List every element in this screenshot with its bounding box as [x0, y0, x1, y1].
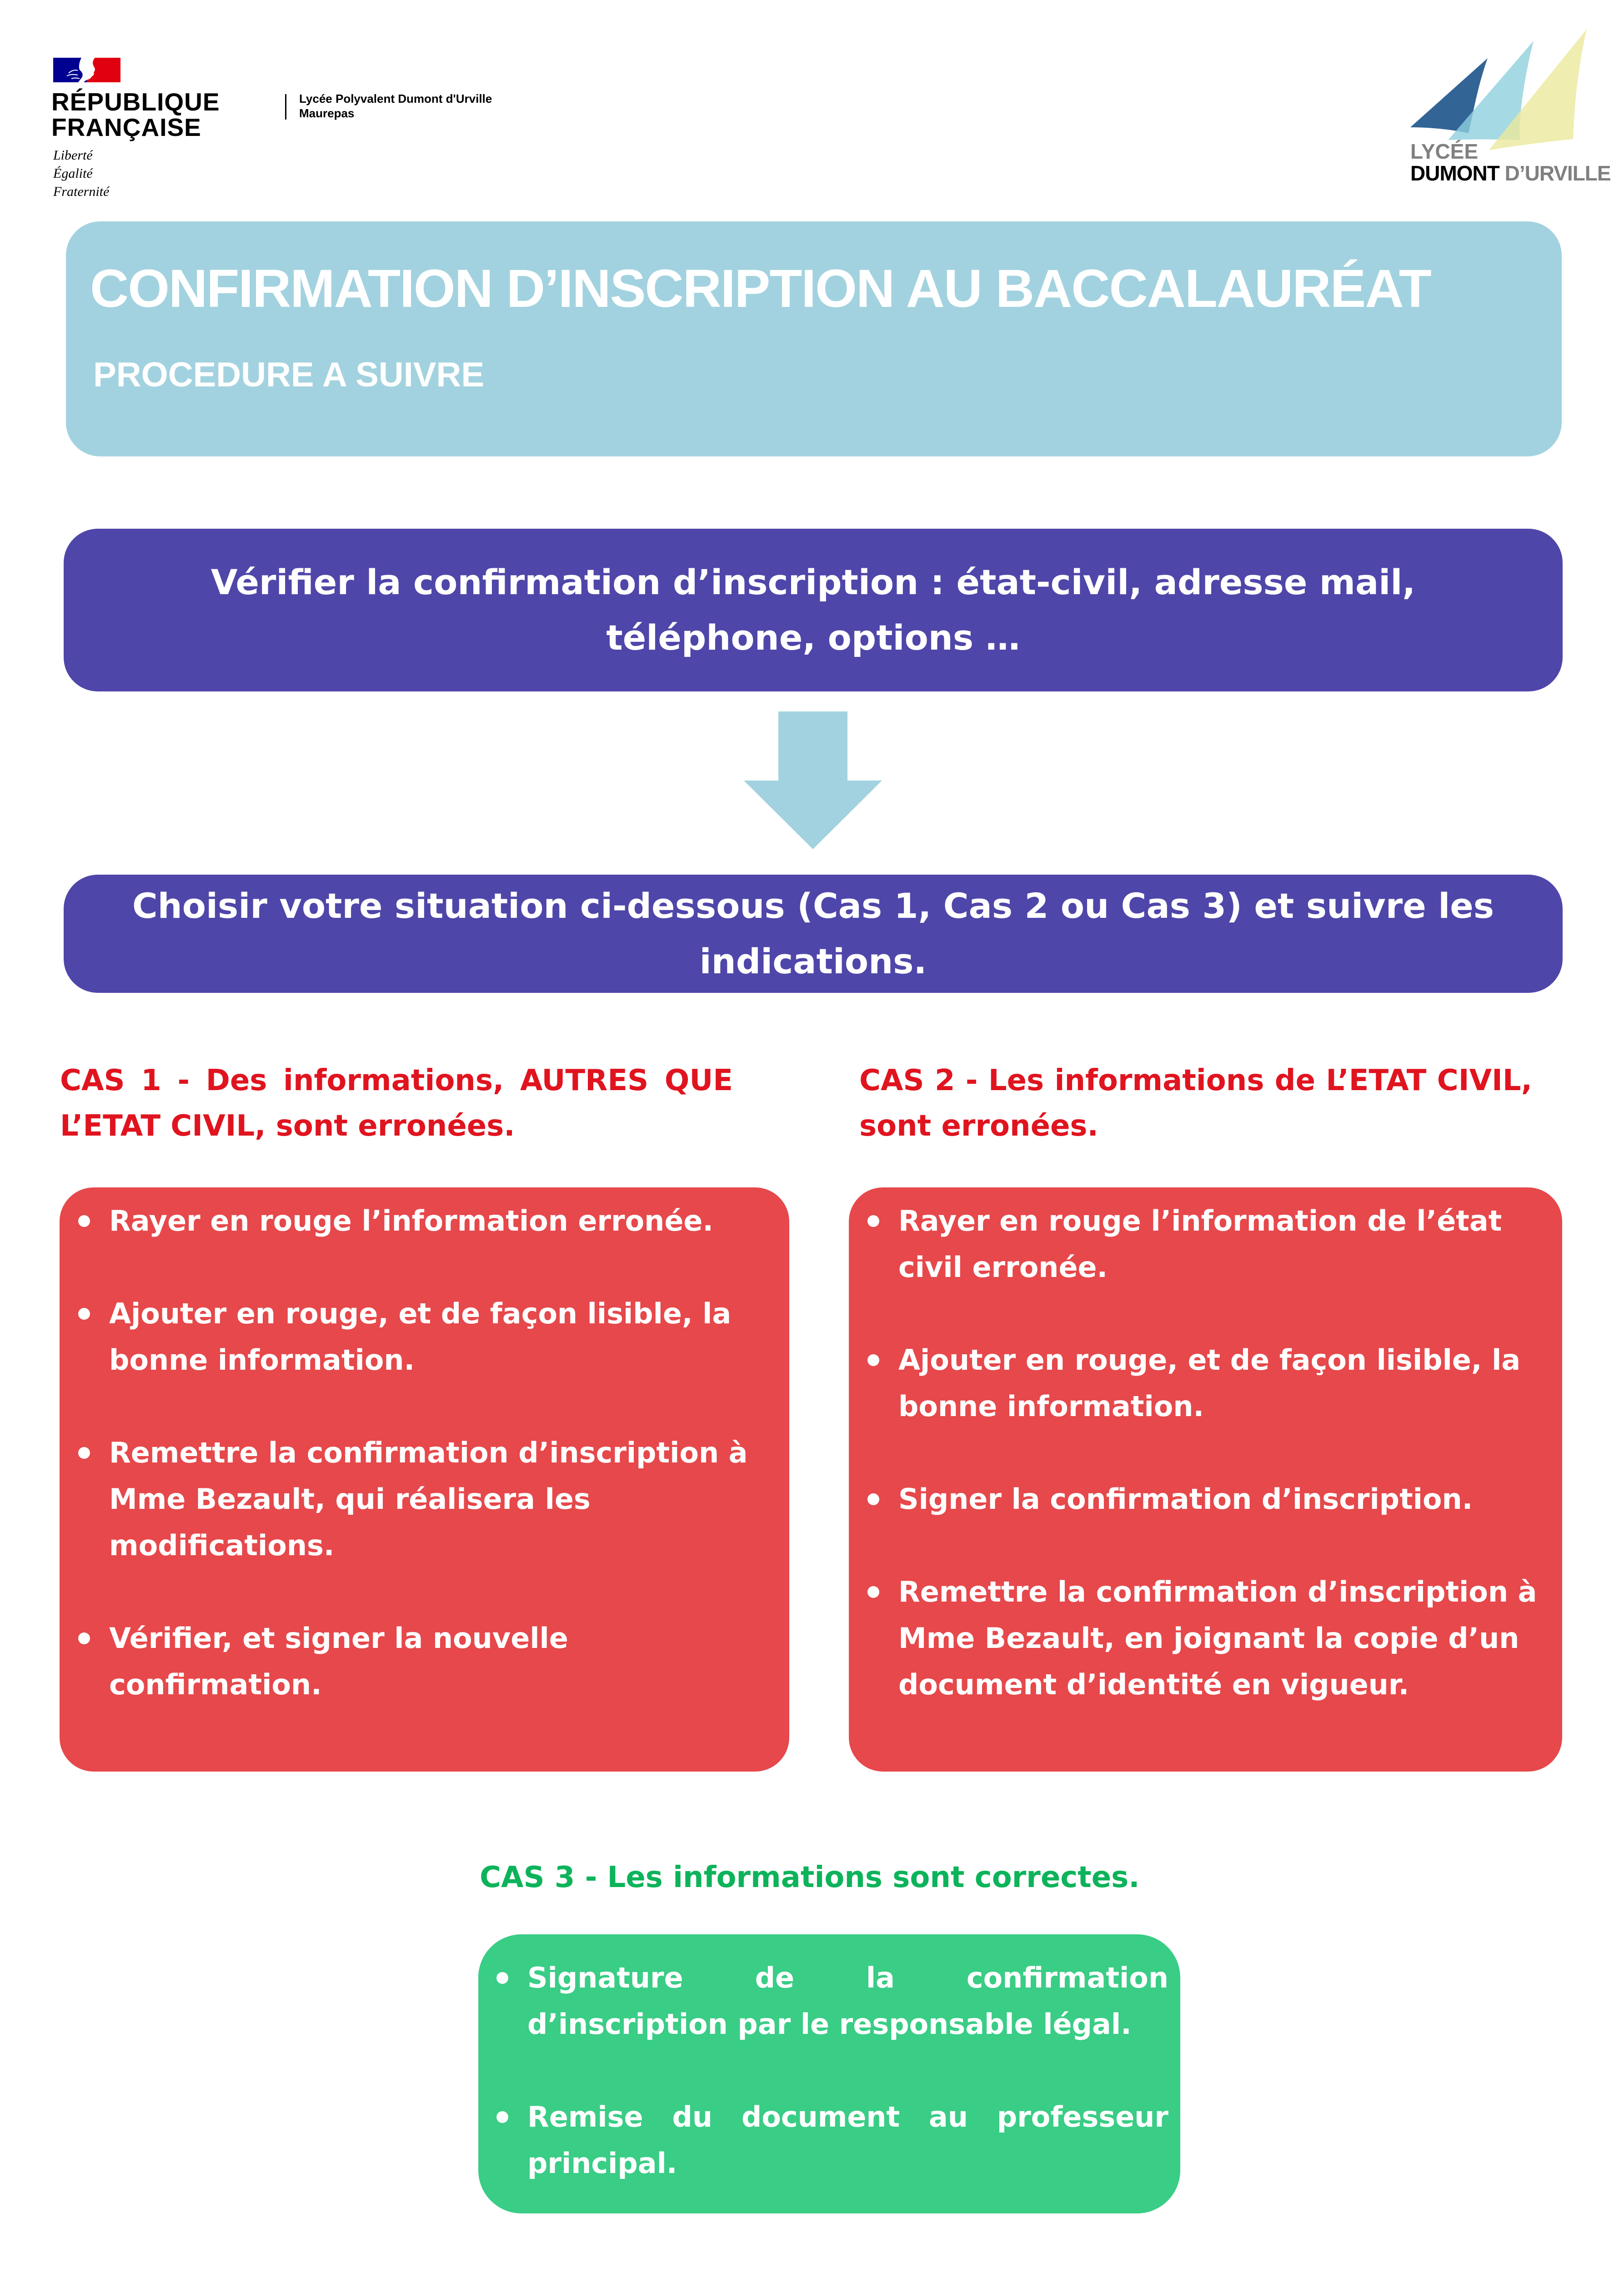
list-item-text: Rayer en rouge l’information de l’état civil erronée.	[898, 1204, 1502, 1284]
cas1-heading: CAS 1 - Des informations, AUTRES QUE L’ETAT CIVIL, sont erronées.	[60, 1064, 733, 1143]
page-title: CONFIRMATION D’INSCRIPTION AU BACCALAURÉAT	[90, 259, 1431, 319]
republique-francaise-label	[51, 89, 220, 140]
title-card	[66, 221, 1562, 456]
bullet-icon	[78, 1632, 90, 1644]
list-item	[853, 1569, 1560, 1708]
list-item	[482, 1955, 1168, 2048]
bullet-icon	[867, 1354, 879, 1366]
list-item	[853, 1198, 1560, 1291]
arrow-down-icon	[737, 709, 887, 855]
list-item-text: Ajouter en rouge, et de façon lisible, la bonne information.	[109, 1297, 732, 1377]
list-item-text: Vérifier, et signer la nouvelle confirmation.	[109, 1622, 568, 1701]
list-item-text: Signer la confirmation d’inscription.	[898, 1482, 1473, 1516]
logo-text-lycee: LYCÉE	[1410, 140, 1479, 163]
cas2-heading: CAS 2 - Les informations de L’ETAT CIVIL, sont erronées.	[859, 1064, 1532, 1143]
cas3-list	[482, 1955, 1168, 2187]
motto-fraternite: Fraternité	[53, 184, 110, 199]
bullet-icon	[867, 1586, 879, 1598]
bullet-icon	[78, 1308, 90, 1320]
bullet-icon	[78, 1447, 90, 1459]
rf-motto	[53, 146, 109, 201]
lycee-sails-logo	[1409, 23, 1605, 150]
motto-egalite: Égalité	[53, 166, 93, 181]
cas2-list	[853, 1198, 1560, 1708]
step-choose-text: Choisir votre situation ci-dessous (Cas 1, Cas 2 ou Cas 3) et suivre les indications.	[132, 886, 1494, 981]
page-subtitle: PROCEDURE A SUIVRE	[93, 355, 485, 394]
list-item-text: Ajouter en rouge, et de façon lisible, la bonne information.	[898, 1343, 1521, 1423]
step-choose-box	[64, 875, 1563, 993]
bullet-icon	[867, 1493, 879, 1505]
school-identity	[299, 91, 492, 120]
step-verify-text: Vérifier la confirmation d’inscription : état-civil, adresse mail, téléphone, options …	[211, 562, 1416, 658]
bullet-icon	[78, 1215, 90, 1227]
logo-text-durville: D’URVILLE	[1504, 161, 1611, 185]
cas1-list	[64, 1198, 782, 1708]
list-item	[64, 1615, 782, 1708]
rf-name-line2: FRANÇAISE	[51, 113, 201, 141]
cas3-heading: CAS 3 - Les informations sont correctes.	[480, 1861, 1140, 1894]
logo-text-dumont: DUMONT	[1410, 161, 1499, 185]
step-verify-box	[64, 529, 1563, 691]
list-item-text: Signature de la confirmation d’inscription par le responsable légal.	[527, 1961, 1168, 2041]
list-item	[853, 1337, 1560, 1430]
list-item	[64, 1198, 782, 1244]
list-item	[853, 1476, 1560, 1522]
bullet-icon	[867, 1215, 879, 1227]
list-item	[64, 1430, 782, 1569]
school-name: Lycée Polyvalent Dumont d'Urville	[299, 92, 492, 105]
school-city: Maurepas	[299, 106, 355, 120]
list-item-text: Remise du document au professeur principal.	[527, 2100, 1168, 2180]
bullet-icon	[496, 2111, 508, 2123]
header-separator	[285, 94, 286, 120]
logo-text-dumont-durville	[1410, 163, 1611, 184]
list-item	[64, 1291, 782, 1383]
motto-liberte: Liberté	[53, 148, 93, 163]
list-item	[482, 2094, 1168, 2187]
marianne-flag-logo	[53, 58, 120, 82]
list-item-text: Remettre la confirmation d’inscription à Mme Bezault, en joignant la copie d’un document d’identité en vigueur.	[898, 1575, 1537, 1701]
list-item-text: Rayer en rouge l’information erronée.	[109, 1204, 713, 1237]
list-item-text: Remettre la confirmation d’inscription à Mme Bezault, qui réalisera les modifications.	[109, 1436, 748, 1562]
bullet-icon	[496, 1972, 508, 1984]
rf-name-line1: RÉPUBLIQUE	[51, 88, 220, 116]
